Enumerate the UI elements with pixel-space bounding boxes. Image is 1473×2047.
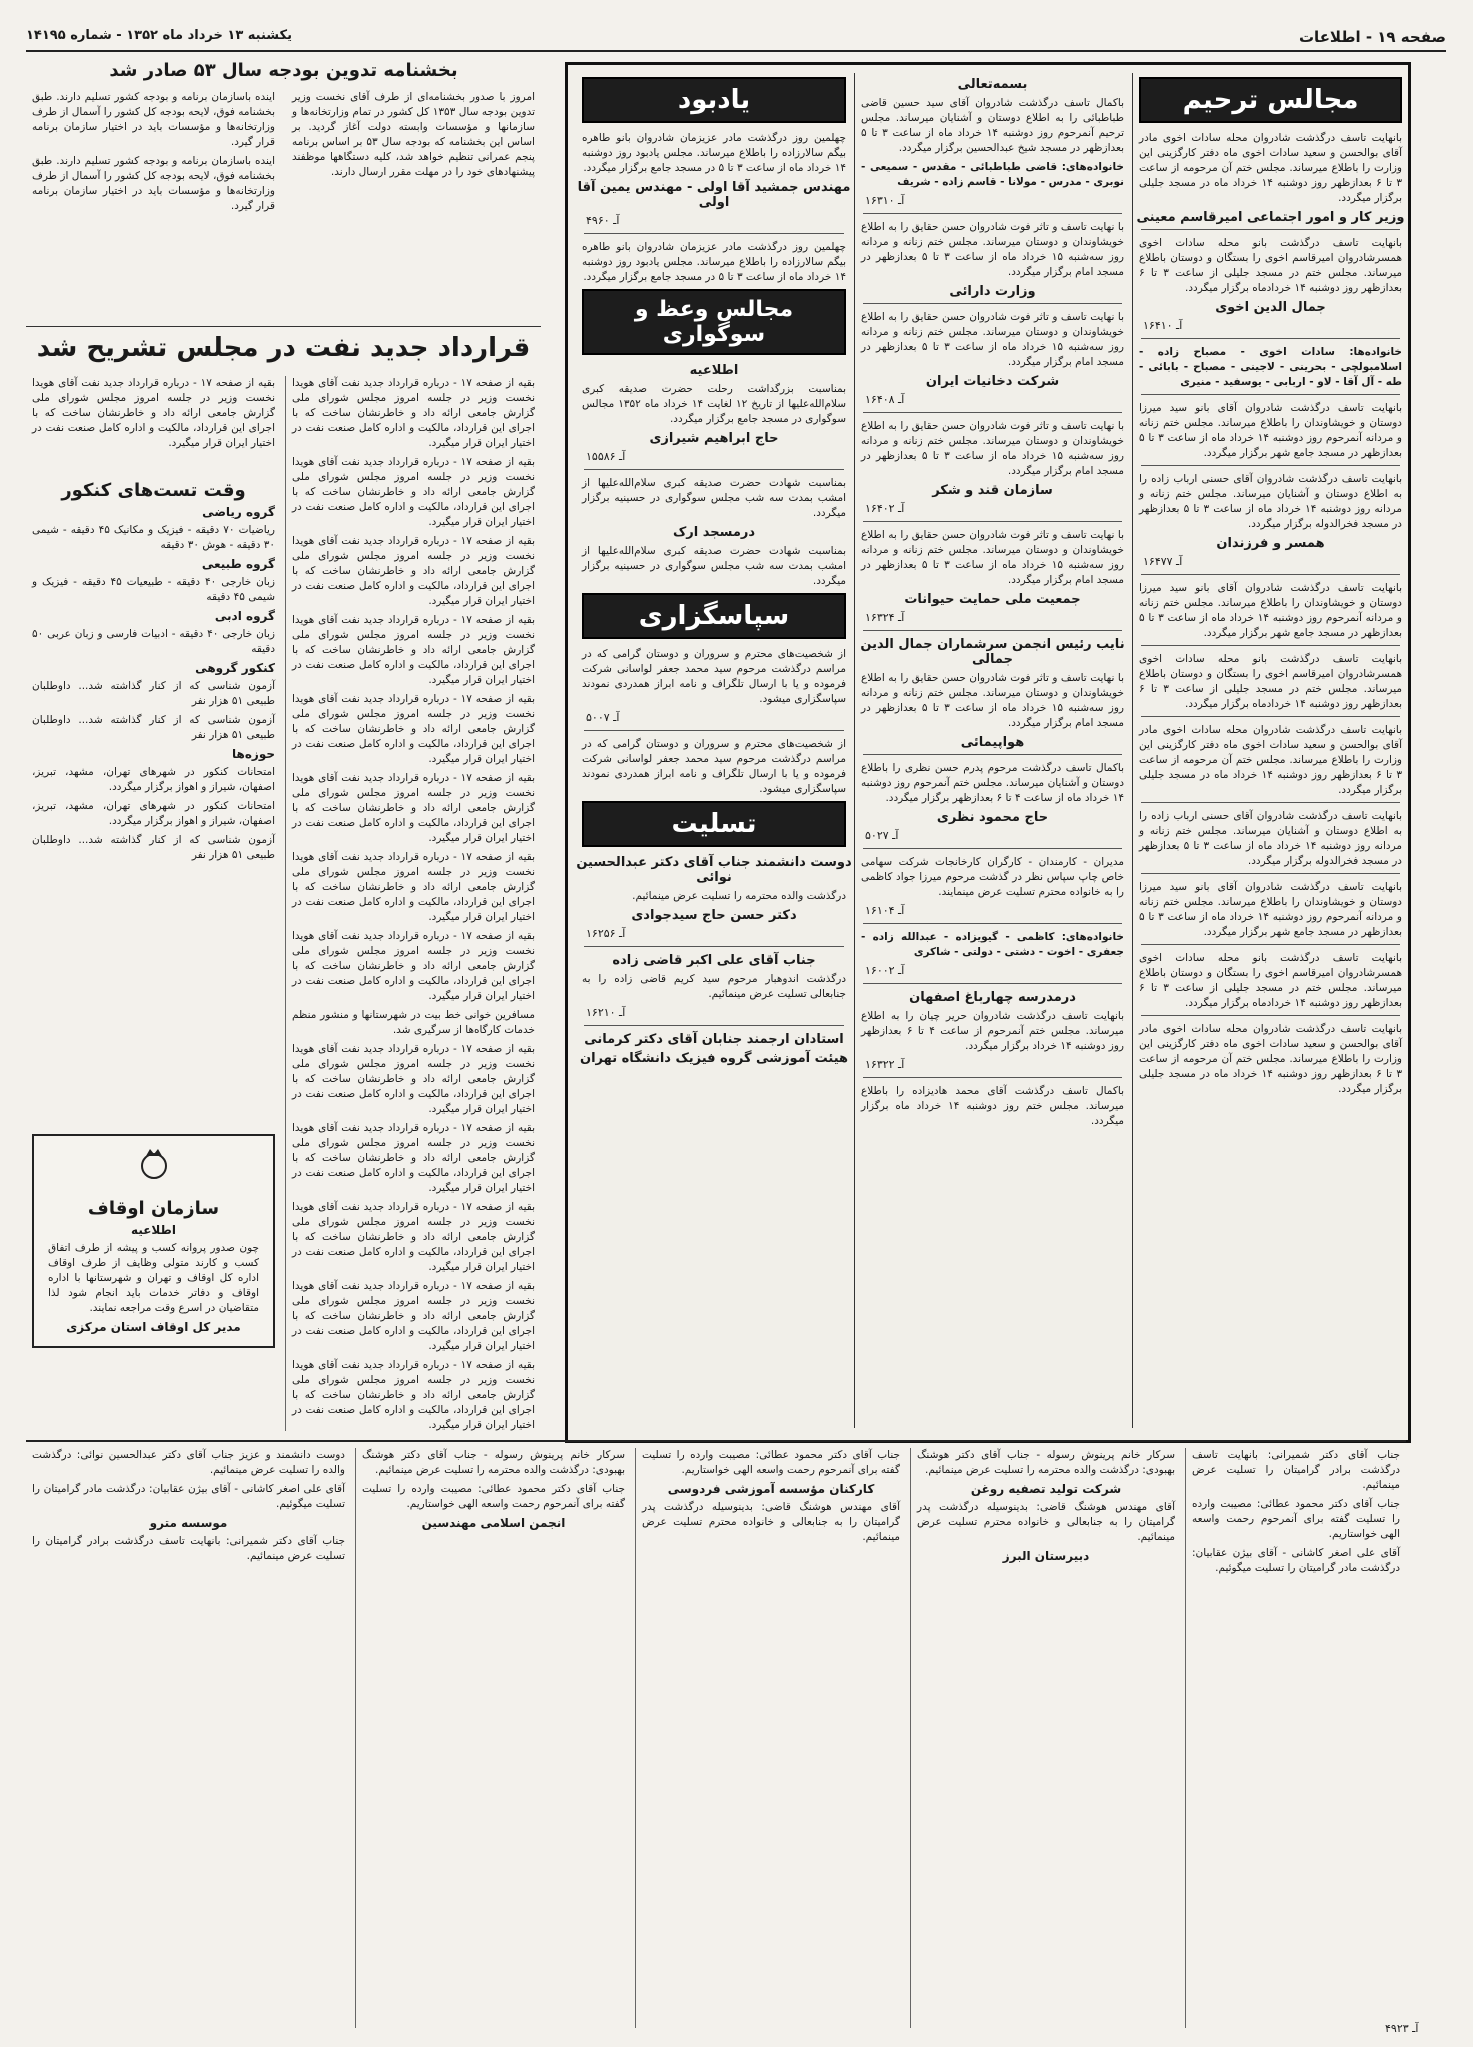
notice-org: هواپیمائی [960,735,1025,750]
condolence-text: جناب آقای دکتر شمیرانی: بانهایت تاسف درگذشت برادر گرامیتان را تسلیت عرض مینمائیم. [1192,1449,1400,1491]
notice-org: درمدرسه چهارباغ اصفهان [909,990,1076,1005]
notice-code: آـ ۱۶۴۱۰ [1143,319,1183,332]
contract-column-2 [26,376,281,476]
notice-code: آـ ۱۶۴۰۸ [865,393,905,406]
notice-signature: هیئت آموزشی گروه فیزیک دانشگاه تهران [579,1051,849,1066]
notice-text: با نهایت تاسف و تاثر فوت شادروان حسن حقایق را به اطلاع خویشاوندان و دوستان میرساند. مجلس ختم زنانه و مردانه روز سه‌شنبه ۱۵ خرداد ماه از ساعت ۳ تا ۵ بعدازظهر در مسجد امام برگزار میگردد. [861,420,1124,477]
notice-text: بانهایت تاسف درگذشت شادروان محله سادات اخوی مادر آقای بوالحسن و سعید سادات اخوی ماه دفتر کارگزینی این وزارت را باطلاع میرساند. مجلس ختم آن مرحومه از ساعت ۳ تا ۶ بعدازظهر روز دوشنبه ۱۴ خرداد ماه در مسجد جلیلی برگزار میگردد. [1139,724,1402,796]
notice-signature: جمال الدین اخوی [1215,300,1326,315]
notice-text: بانهایت تاسف درگذشت شادروان آقای حسنی ارباب زاده را به اطلاع دوستان و آشنایان میرساند. مجلس ختم زنانه و مردانه روز دوشنبه ۱۴ خرداد ماه از ساعت ۳ تا ۵ بعدازظهر در مسجد فخرالدوله برگزار میگردد. [1139,473,1402,530]
notice-text: بانهایت تاسف درگذشت بانو محله سادات اخوی همسرشادروان امیرقاسم اخوی را بستگان و دوستان باطلاع میرساند. مجلس ختم در مسجد جلیلی از ساعت ۳ تا ۶ بعدازظهر روز دوشنبه ۱۴ خردادماه برگزار میگردد. [1139,653,1403,710]
contract-headline-area [26,326,541,377]
notice-org: شرکت دخانیات ایران [925,374,1060,389]
condolence-text: آقای علی اصغر کاشانی - آقای بیژن عقابیان: درگذشت مادر گرامیتان را تسلیت میگوئیم. [32,1483,345,1510]
article-text: بقیه از صفحه ۱۷ - درباره قرارداد جدید نفت آقای هویدا نخست وزیر در جلسه امروز مجلس شورای ملی گزارش جامعی ارائه داد و خاطرنشان ساخت که با اجرای این قرارداد، مالکیت و اداره کامل صنعت نفت در اختیار ایران قرار میگیرد. [292,456,535,528]
banner-condolences: تسلیت [582,801,846,847]
notice-heading: بسمه‌تعالی [957,77,1028,92]
notices-column-middle [854,73,1130,1428]
exam-group-heading: حوزه‌ها [232,747,275,761]
awqaf-notice [26,1126,281,1426]
notice-text: بانهایت تاسف درگذشت شادروان آقای بانو سید میرزا دوستان و خویشاوندان را باطلاع میرساند. مجلس ختم زنانه و مردانه آنمرحوم روز دوشنبه ۱۴ خرداد ماه از ساعت ۳ تا ۵ بعدازظهر در مسجد جامع شهر برگزار میگردد. [1139,881,1402,938]
exam-group-heading: گروه طبیعی [201,557,275,571]
awqaf-subtitle: اطلاعیه [131,1223,176,1237]
notice-text: از شخصیت‌های محترم و سروران و دوستان گرامی که در مراسم درگذشت مرحوم سید محمد جعفر لواسانی شرکت فرموده و یا با ارسال تلگراف و نامه ابراز همدردی نمودند سپاسگزاری میشود. [582,648,846,705]
notice-heading: استادان ارجمند جنابان آقای دکتر کرمانی [584,1032,844,1047]
exam-group-heading: کنکور گروهی [195,661,275,675]
budget-headline: بخشنامه تدوین بودجه سال ۵۳ صادر شد [109,60,458,81]
notice-heading: جناب آقای علی اکبر قاضی زاده [612,953,816,968]
exam-headline: وقت تست‌های کنکور [61,480,246,501]
exam-text: آزمون شناسی که از کنار گذاشته شد... داوطلبان طبیعی ۵۱ هزار نفر [32,714,275,741]
notice-org: درمسجد ارک [672,525,756,540]
bottom-condolences [26,1440,1406,2032]
exam-text: ریاضیات ۷۰ دقیقه - فیزیک و مکانیک ۴۵ دقیقه - شیمی ۳۰ دقیقه - هوش ۳۰ دقیقه [32,524,275,551]
article-text: مسافرین خوانی خط بیت در شهرستانها و منشور منظم خدمات کارگاه‌ها از سرگیری شد. [292,1009,535,1036]
condolence-signature: شرکت تولید تصفیه روغن [970,1482,1122,1496]
emblem-icon [134,1144,174,1184]
notice-text: با نهایت تاسف و تاثر فوت شادروان حسن حقایق را به اطلاع خویشاوندان و دوستان میرساند. مجلس ختم زنانه و مردانه روز سه‌شنبه ۱۵ خرداد ماه از ساعت ۳ تا ۵ بعدازظهر در مسجد امام برگزار میگردد. [861,672,1124,729]
article-text: بقیه از صفحه ۱۷ - درباره قرارداد جدید نفت آقای هویدا نخست وزیر در جلسه امروز مجلس شورای ملی گزارش جامعی ارائه داد و خاطرنشان ساخت که با اجرای این قرارداد، مالکیت و اداره کامل صنعت نفت در اختیار ایران قرار میگیرد. [32,377,275,449]
notice-code: آـ ۱۶۳۲۴ [865,611,905,624]
article-text: اینده باسازمان برنامه و بودجه کشور تسلیم دارند. طبق بخشنامه فوق، لایحه بودجه کل کشور را آسمال از طرف وزارتخانه‌ها و مؤسسات باید در اختیار سازمان برنامه قرار گیرد. [32,91,275,148]
notice-text: چهلمین روز درگذشت مادر عزیزمان شادروان بانو طاهره بیگم سالارزاده را باطلاع میرساند. مجلس یادبود روز دوشنبه ۱۴ خرداد ماه از ساعت ۳ تا ۵ در مسجد جامع برگزار میگردد. [582,132,846,174]
exam-text: آزمون شناسی که از کنار گذاشته شد... داوطلبان طبیعی ۵۱ هزار نفر [32,834,275,861]
banner-memorial-services: مجالس ترحیم [1139,77,1402,123]
condolence-text: سرکار خانم پرینوش رسوله - جناب آقای دکتر هوشنگ بهبودی: درگذشت والده محترمه را تسلیت عرض مینمائیم. [362,1449,625,1476]
article-text: بقیه از صفحه ۱۷ - درباره قرارداد جدید نفت آقای هویدا نخست وزیر در جلسه امروز مجلس شورای ملی گزارش جامعی ارائه داد و خاطرنشان ساخت که با اجرای این قرارداد، مالکیت و اداره کامل صنعت نفت در اختیار ایران قرار میگیرد. [292,851,535,923]
article-text: امروز با صدور بخشنامه‌ای از طرف آقای نخست وزیر تدوین بودجه سال ۱۳۵۳ کل کشور در تمام وزارتخانه‌ها و سازمانها و مؤسسات وابسته دولت آغاز گردید. بر اساس این بخشنامه که بودجه سال ۵۳ بر اساس برنامه پنجم عمرانی تنظیم خواهد شد، کلیه دستگاهها موظفند پیشنهادهای خود را در مهلت مقرر ارسال دارند. [292,91,536,178]
notice-text: بانهایت تاسف درگذشت شادروان آقای حسنی ارباب زاده را به اطلاع دوستان و آشنایان میرساند. مجلس ختم زنانه و مردانه روز دوشنبه ۱۴ خرداد ماه از ساعت ۳ تا ۵ بعدازظهر در مسجد فخرالدوله برگزار میگردد. [1139,810,1402,867]
awqaf-box [32,1134,275,1348]
notice-text: بمناسبت شهادت حضرت صدیقه کبری سلام‌الله‌علیها از امشب بمدت سه شب مجلس سوگواری در حسینیه برگزار میگردد. [582,545,846,587]
notice-text: بانهایت تاسف درگذشت شادروان آقای بانو سید میرزا دوستان و خویشاوندان را باطلاع میرساند. مجلس ختم زنانه و مردانه آنمرحوم روز دوشنبه ۱۴ خرداد ماه از ساعت ۳ تا ۵ بعدازظهر در مسجد جامع شهر برگزار میگردد. [1139,402,1402,459]
notice-families: خانواده‌ها: سادات اخوی - مصباح زاده - اسلامبولچی - بحرینی - لاجینی - مصباح - بابائی - طه - آل آقا - لاو - اربابی - یوسفید - منیری [1139,346,1402,388]
article-text: بقیه از صفحه ۱۷ - درباره قرارداد جدید نفت آقای هویدا نخست وزیر در جلسه امروز مجلس شورای ملی گزارش جامعی ارائه داد و خاطرنشان ساخت که با اجرای این قرارداد، مالکیت و اداره کامل صنعت نفت در اختیار ایران قرار میگیرد. [292,1280,535,1352]
notices-box [565,62,1411,1443]
condolence-text: سرکار خانم پرینوش رسوله - جناب آقای دکتر هوشنگ بهبودی: درگذشت والده محترمه را تسلیت عرض مینمائیم. [917,1449,1175,1476]
notice-code: آـ ۱۶۲۵۶ [586,927,626,940]
notice-org: سازمان قند و شکر [932,483,1053,498]
article-text: بقیه از صفحه ۱۷ - درباره قرارداد جدید نفت آقای هویدا نخست وزیر در جلسه امروز مجلس شورای ملی گزارش جامعی ارائه داد و خاطرنشان ساخت که با اجرای این قرارداد، مالکیت و اداره کامل صنعت نفت در اختیار ایران قرار میگیرد. [292,1122,535,1194]
notice-code: آـ ۱۶۴۰۲ [865,502,905,515]
article-text: بقیه از صفحه ۱۷ - درباره قرارداد جدید نفت آقای هویدا نخست وزیر در جلسه امروز مجلس شورای ملی گزارش جامعی ارائه داد و خاطرنشان ساخت که با اجرای این قرارداد، مالکیت و اداره کامل صنعت نفت در اختیار ایران قرار میگیرد. [292,377,535,449]
notice-code: آـ ۱۶۳۲۲ [865,1058,905,1071]
notice-code: آـ ۱۶۲۱۰ [586,1006,626,1019]
article-text: بقیه از صفحه ۱۷ - درباره قرارداد جدید نفت آقای هویدا نخست وزیر در جلسه امروز مجلس شورای ملی گزارش جامعی ارائه داد و خاطرنشان ساخت که با اجرای این قرارداد، مالکیت و اداره کامل صنعت نفت در اختیار ایران قرار میگیرد. [292,614,535,686]
banner-gratitude: سپاسگزاری [582,593,846,639]
notice-text: بمناسبت شهادت حضرت صدیقه کبری سلام‌الله‌علیها از امشب بمدت سه شب مجلس سوگواری در حسینیه برگزار میگردد. [582,477,846,519]
article-text: بقیه از صفحه ۱۷ - درباره قرارداد جدید نفت آقای هویدا نخست وزیر در جلسه امروز مجلس شورای ملی گزارش جامعی ارائه داد و خاطرنشان ساخت که با اجرای این قرارداد، مالکیت و اداره کامل صنعت نفت در اختیار ایران قرار میگیرد. [292,535,535,607]
notice-code: آـ ۱۶۱۰۴ [865,904,905,917]
condolence-text: جناب آقای دکتر محمود عطائی: مصیبت وارده را تسلیت گفته برای آنمرحوم رحمت واسعه الهی خواستاریم. [1192,1498,1400,1540]
condolence-signature: موسسه مترو [149,1516,228,1530]
condolence-text: دوست دانشمند و عزیز جناب آقای دکتر عبدالحسین نوائی: درگذشت والده را تسلیت عرض مینمائیم. [32,1449,345,1476]
notice-text: با نهایت تاسف و تاثر فوت شادروان حسن حقایق را به اطلاع خویشاوندان و دوستان میرساند. مجلس ختم زنانه و مردانه روز سه‌شنبه ۱۵ خرداد ماه از ساعت ۳ تا ۵ بعدازظهر در مسجد امام برگزار میگردد. [861,311,1124,368]
budget-text-col-1 [286,90,541,350]
notice-code: آـ ۵۰۲۷ [865,829,899,842]
bottom-col-2 [910,1448,1181,2028]
notice-signature: مهندس جمشید آقا اولی - مهندس یمین آقا اولی [577,180,851,210]
notice-code: آـ ۴۹۲۳ [1385,2022,1419,2035]
notice-signature: همسر و فرزندان [1216,536,1325,551]
exam-text: امتحانات کنکور در شهرهای تهران، مشهد، تبریز، اصفهان، شیراز و اهواز برگزار میگردد. [32,800,275,827]
notice-text: بانهایت تاسف درگذشت بانو محله سادات اخوی همسرشادروان امیرقاسم اخوی را بستگان و دوستان باطلاع میرساند. مجلس ختم در مسجد جلیلی از ساعت ۳ تا ۶ بعدازظهر روز دوشنبه ۱۴ خردادماه برگزار میگردد. [1139,237,1403,294]
article-text: بقیه از صفحه ۱۷ - درباره قرارداد جدید نفت آقای هویدا نخست وزیر در جلسه امروز مجلس شورای ملی گزارش جامعی ارائه داد و خاطرنشان ساخت که با اجرای این قرارداد، مالکیت و اداره کامل صنعت نفت در اختیار ایران قرار میگیرد. [292,693,535,765]
bottom-col-3 [635,1448,906,2028]
contract-column [285,376,541,1431]
exam-text: آزمون شناسی که از کنار گذاشته شد... داوطلبان طبیعی ۵۱ هزار نفر [32,680,275,707]
bottom-col-5 [26,1448,351,2028]
notice-signature: وزیر کار و امور اجتماعی امیرقاسم معینی [1136,210,1405,225]
issue-date: یکشنبه ۱۳ خرداد ماه ۱۳۵۲ - شماره ۱۴۱۹۵ [26,28,292,43]
page-header [26,28,1446,52]
notice-code: آـ ۱۵۵۸۶ [586,450,626,463]
article-text: بقیه از صفحه ۱۷ - درباره قرارداد جدید نفت آقای هویدا نخست وزیر در جلسه امروز مجلس شورای ملی گزارش جامعی ارائه داد و خاطرنشان ساخت که با اجرای این قرارداد، مالکیت و اداره کامل صنعت نفت در اختیار ایران قرار میگیرد. [292,1359,535,1431]
awqaf-text: چون صدور پروانه کسب و پیشه از طرف اتفاق کسب و کارند متولی وظایف از طرف اوقاف اداره کل اوقاف و تهران و شهرستانها با اداره اوقاف و دفاتر خدمات باید انجام شود لذا متقاضیان در اسرع وقت مراجعه نمایند. [48,1242,259,1314]
article-text: بقیه از صفحه ۱۷ - درباره قرارداد جدید نفت آقای هویدا نخست وزیر در جلسه امروز مجلس شورای ملی گزارش جامعی ارائه داد و خاطرنشان ساخت که با اجرای این قرارداد، مالکیت و اداره کامل صنعت نفت در اختیار ایران قرار میگیرد. [292,1201,535,1273]
condolence-signature: دبیرستان البرز [1002,1549,1090,1563]
notice-text: بمناسبت بزرگداشت رحلت حضرت صدیقه کبری سلام‌الله‌علیها از تاریخ ۱۲ لغایت ۱۴ خرداد ماه ۱۳۵۲ مجالس سوگواری در مسجد جامع برگزار میگردد. [582,383,847,425]
notice-families: خانواده‌های: قاضی طباطبائی - مقدس - سمیعی - نوبری - مدرس - مولانا - قاسم زاده - شریف [861,161,1124,188]
article-text: بقیه از صفحه ۱۷ - درباره قرارداد جدید نفت آقای هویدا نخست وزیر در جلسه امروز مجلس شورای ملی گزارش جامعی ارائه داد و خاطرنشان ساخت که با اجرای این قرارداد، مالکیت و اداره کامل صنعت نفت در اختیار ایران قرار میگیرد. [292,1043,535,1115]
condolence-signature: انجمن اسلامی مهندسین [421,1516,566,1530]
notice-text: بانهایت تاسف درگذشت شادروان حریر چیان را به اطلاع میرساند. مجلس ختم آنمرحوم از ساعت ۴ تا ۶ بعدازظهر روز دوشنبه ۱۴ خرداد برگزار میگردد. [861,1010,1124,1052]
notice-text: بانهایت تاسف درگذشت شادروان محله سادات اخوی مادر آقای بوالحسن و سعید سادات اخوی ماه دفتر کارگزینی این وزارت را باطلاع میرساند. مجلس ختم آن مرحومه از ساعت ۳ تا ۶ بعدازظهر روز دوشنبه ۱۴ خرداد ماه در مسجد جلیلی برگزار میگردد. [1139,1023,1402,1095]
notices-column-right [1132,73,1408,1428]
contract-headline: قرارداد جدید نفت در مجلس تشریح شد [36,333,531,363]
awqaf-title: سازمان اوقاف [87,1198,220,1219]
condolence-text: جناب آقای دکتر محمود عطائی: مصیبت وارده را تسلیت گفته برای آنمرحوم رحمت واسعه الهی خواستاریم. [642,1449,900,1476]
banner-remembrance: یادبود [582,77,846,123]
notice-code: آـ ۵۰۰۷ [586,711,620,724]
news-section [26,56,541,1431]
notice-text: باکمال تاسف درگذشت شادروان آقای سید حسین قاضی طباطبائی را به اطلاع دوستان و آشنایان میرساند. مجلس ترحیم آنمرحوم روز دوشنبه ۱۴ خرداد ماه از ساعت ۳ تا ۵ بعدازظهر در مسجد شیخ عبدالحسین برگزار میگردد. [861,97,1124,154]
notice-code: آـ ۱۶۰۰۲ [865,964,905,977]
notice-text: درگذشت والده محترمه را تسلیت عرض مینمائیم. [632,890,846,902]
notice-text: چهلمین روز درگذشت مادر عزیزمان شادروان بانو طاهره بیگم سالارزاده را باطلاع میرساند. مجلس یادبود روز دوشنبه ۱۴ خرداد ماه از ساعت ۳ تا ۵ در مسجد جامع برگزار میگردد. [582,241,846,283]
exam-text: زبان خارجی ۴۰ دقیقه - طبیعیات ۴۵ دقیقه - فیزیک و شیمی ۴۵ دقیقه [32,576,275,603]
notices-column-left [576,73,852,1428]
notice-org: نایب رئیس انجمن سرشماران جمال الدین جمالی [860,637,1125,667]
bottom-col-1 [1185,1448,1406,2028]
notice-org: وزارت دارائی [949,284,1036,299]
page-label: صفحه ۱۹ - اطلاعات [1298,28,1446,46]
notice-text: از شخصیت‌های محترم و سروران و دوستان گرامی که در مراسم درگذشت مرحوم سید محمد جعفر لواسانی شرکت فرموده و یا با ارسال تلگراف و نامه ابراز همدردی نمودند سپاسگزاری میشود. [582,738,846,795]
notice-text: بانهایت تاسف درگذشت شادروان محله سادات اخوی مادر آقای بوالحسن و سعید سادات اخوی ماه دفتر کارگزینی این وزارت را باطلاع میرساند. مجلس ختم آن مرحومه از ساعت ۳ تا ۶ بعدازظهر روز دوشنبه ۱۴ خرداد ماه در مسجد جلیلی برگزار میگردد. [1139,132,1402,204]
notice-text: با نهایت تاسف و تاثر فوت شادروان حسن حقایق را به اطلاع خویشاوندان و دوستان میرساند. مجلس ختم زنانه و مردانه روز سه‌شنبه ۱۵ خرداد ماه از ساعت ۳ تا ۵ بعدازظهر در مسجد امام برگزار میگردد. [861,221,1124,278]
notice-text: باکمال تاسف درگذشت آقای محمد هادیزاده را باطلاع میرساند. مجلس ختم روز دوشنبه ۱۴ خرداد ماه برگزار میگردد. [861,1085,1124,1127]
banner-mourning-sermons: مجالس وعظ و سوگواری [582,289,846,355]
exam-group-heading: گروه ادبی [214,609,275,623]
notice-text: مدیران - کارمندان - کارگران کارخانجات شرکت سهامی خاص چاپ سپاس نظر در گذشت مرحوم میرزا جواد کاظمی را به خانواده محترم تسلیت عرض مینمایند. [861,856,1124,898]
condolence-signature: کارکنان مؤسسه آموزشی فردوسی [667,1482,875,1496]
notice-org: جمعیت ملی حمایت حیوانات [904,592,1081,607]
notice-code: آـ ۱۶۴۷۷ [1143,555,1183,568]
notice-signature: دکتر حسن حاج سیدجوادی [631,908,797,923]
exam-group-heading: گروه ریاضی [202,505,275,519]
notice-code: آـ ۱۶۳۱۰ [865,194,905,207]
notice-text: با نهایت تاسف و تاثر فوت شادروان حسن حقایق را به اطلاع خویشاوندان و دوستان میرساند. مجلس ختم زنانه و مردانه روز سه‌شنبه ۱۵ خرداد ماه از ساعت ۳ تا ۵ بعدازظهر در مسجد امام برگزار میگردد. [861,529,1124,586]
budget-text-col-2 [26,90,281,350]
article-text: بقیه از صفحه ۱۷ - درباره قرارداد جدید نفت آقای هویدا نخست وزیر در جلسه امروز مجلس شورای ملی گزارش جامعی ارائه داد و خاطرنشان ساخت که با اجرای این قرارداد، مالکیت و اداره کامل صنعت نفت در اختیار ایران قرار میگیرد. [292,772,535,844]
notice-text: باکمال تاسف درگذشت مرحوم پدرم حسن نظری را باطلاع دوستان و آشنایان میرساند. مجلس ختم آنمرحوم روز دوشنبه ۱۴ خرداد ماه از ساعت ۴ تا ۶ بعدازظهر برگزار میگردد. [861,762,1124,804]
condolence-text: جناب آقای دکتر محمود عطائی: مصیبت وارده را تسلیت گفته برای آنمرحوم رحمت واسعه الهی خواستاریم. [362,1483,625,1510]
condolence-text: آقای مهندس هوشنگ قاضی: بدینوسیله درگذشت پدر گرامیتان را به جنابعالی و خانواده محترم تسلیت عرض مینمائیم. [917,1501,1175,1543]
notice-signature: حاج محمود نظری [936,810,1049,825]
exam-article [26,476,281,1006]
article-text: بقیه از صفحه ۱۷ - درباره قرارداد جدید نفت آقای هویدا نخست وزیر در جلسه امروز مجلس شورای ملی گزارش جامعی ارائه داد و خاطرنشان ساخت که با اجرای این قرارداد، مالکیت و اداره کامل صنعت نفت در اختیار ایران قرار میگیرد. [292,930,535,1002]
condolence-text: آقای علی اصغر کاشانی - آقای بیژن عقابیان: درگذشت مادر گرامیتان را تسلیت میگوئیم. [1192,1547,1400,1574]
exam-text: امتحانات کنکور در شهرهای تهران، مشهد، تبریز، اصفهان، شیراز و اهواز برگزار میگردد. [32,766,275,793]
notice-heading: دوست دانشمند جناب آقای دکتر عبدالحسین نوائی [576,855,852,885]
notice-heading: اطلاعیه [689,363,739,378]
article-text: اینده باسازمان برنامه و بودجه کشور تسلیم دارند. طبق بخشنامه فوق، لایحه بودجه کل کشور را آسمال از طرف وزارتخانه‌ها و مؤسسات باید در اختیار سازمان برنامه قرار گیرد. [32,155,275,212]
notice-code: آـ ۴۹۶۰ [586,214,620,227]
notice-signature: حاج ابراهیم شیرازی [649,431,779,446]
notice-families: خانواده‌های: کاظمی - گیویزاده - عبدالله زاده - جعفری - اخوت - دشتی - دولتی - شاکری [861,931,1124,958]
exam-text: زبان خارجی ۴۰ دقیقه - ادبیات فارسی و زبان عربی ۵۰ دقیقه [32,628,275,655]
notice-text: بانهایت تاسف درگذشت بانو محله سادات اخوی همسرشادروان امیرقاسم اخوی را بستگان و دوستان باطلاع میرساند. مجلس ختم در مسجد جلیلی از ساعت ۳ تا ۶ بعدازظهر روز دوشنبه ۱۴ خردادماه برگزار میگردد. [1139,952,1403,1009]
condolence-text: آقای مهندس هوشنگ قاضی: بدینوسیله درگذشت پدر گرامیتان را به جنابعالی و خانواده محترم تسلیت عرض مینمائیم. [642,1501,900,1543]
condolence-text: جناب آقای دکتر شمیرانی: بانهایت تاسف درگذشت برادر گرامیتان را تسلیت عرض مینمائیم. [32,1535,345,1562]
notice-text: درگذشت اندوهبار مرحوم سید کریم قاضی زاده را به جنابعالی تسلیت عرض مینمائیم. [582,973,846,1000]
notice-text: بانهایت تاسف درگذشت شادروان آقای بانو سید میرزا دوستان و خویشاوندان را باطلاع میرساند. مجلس ختم زنانه و مردانه آنمرحوم روز دوشنبه ۱۴ خرداد ماه از ساعت ۳ تا ۵ بعدازظهر در مسجد جامع شهر برگزار میگردد. [1139,582,1402,639]
bottom-col-4 [355,1448,631,2028]
awqaf-signature: مدیر کل اوقاف استان مرکزی [66,1320,241,1334]
